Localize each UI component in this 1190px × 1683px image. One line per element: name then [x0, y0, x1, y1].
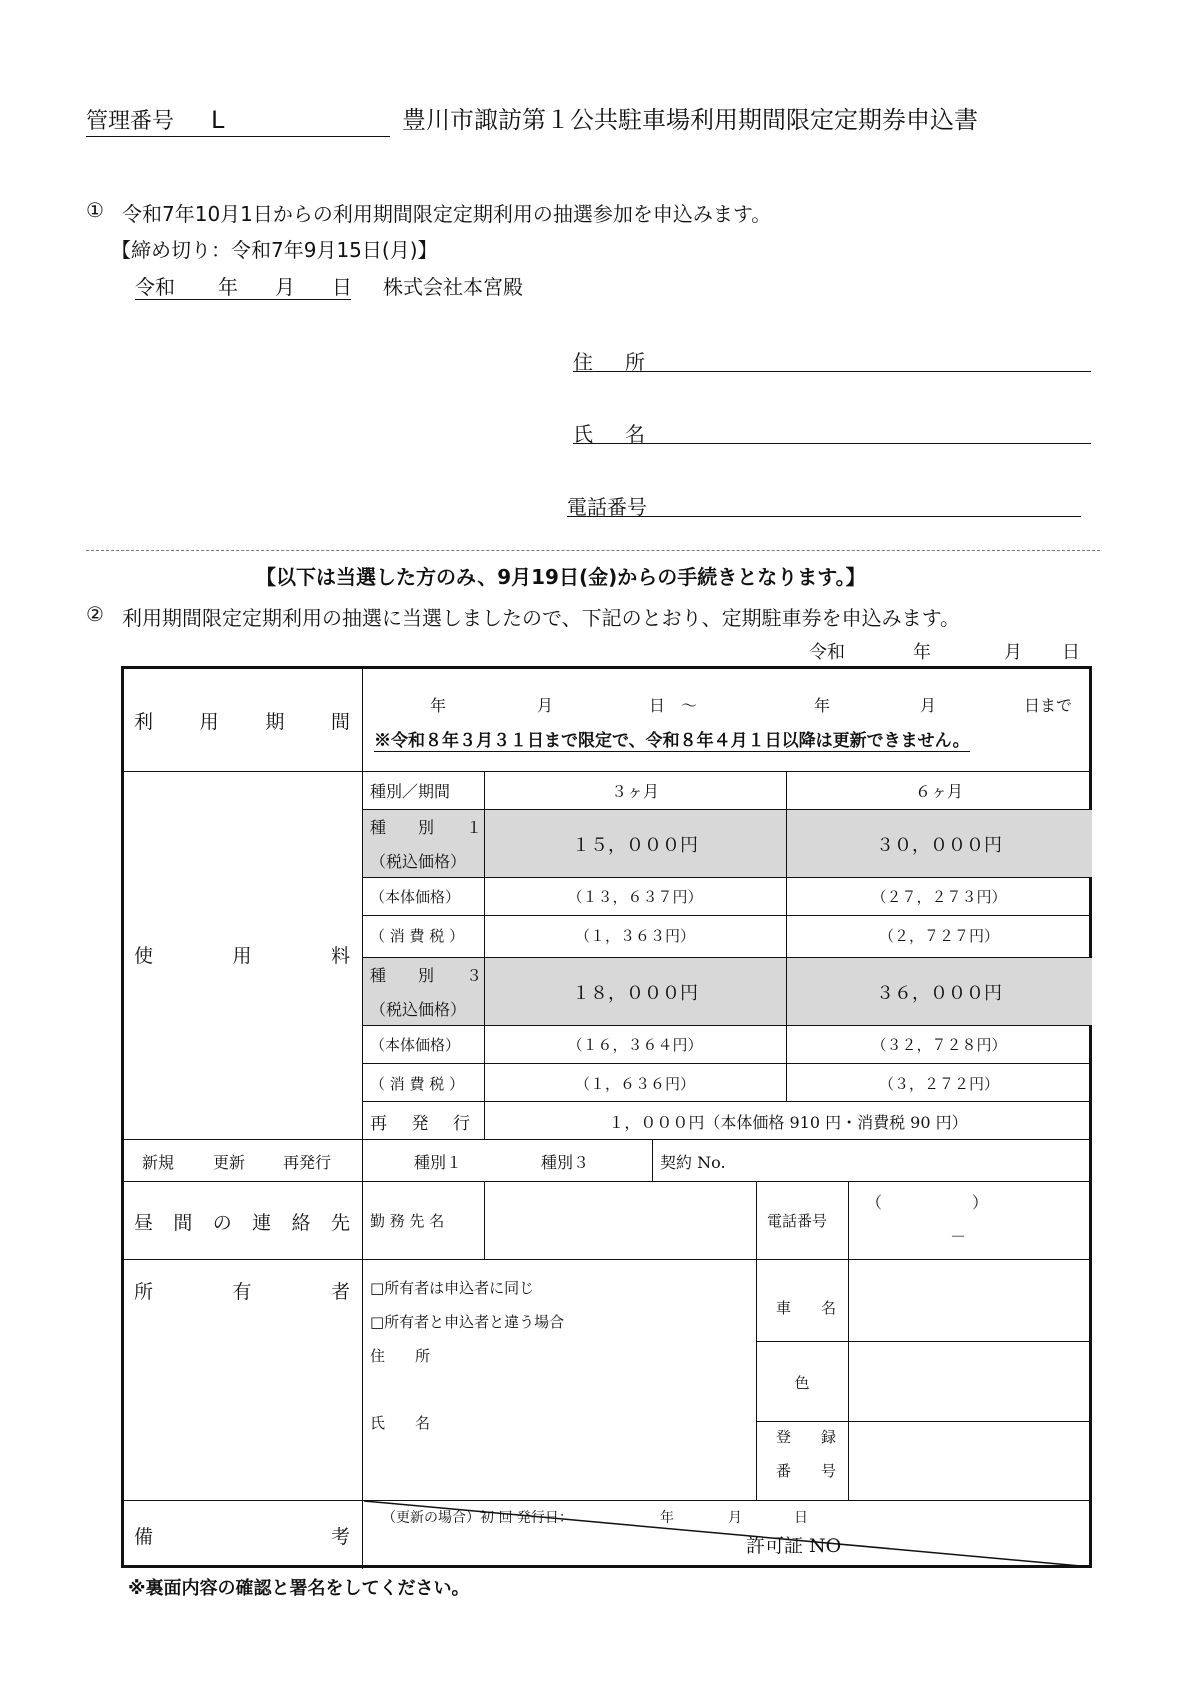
contact-phone-field[interactable]	[850, 1183, 1090, 1257]
remarks-diagonal-line	[364, 1501, 1092, 1569]
address-label: 住 所	[573, 350, 645, 374]
management-number-label: 管理番号	[86, 109, 175, 134]
car-name-field[interactable]	[850, 1261, 1090, 1339]
type1-3m-tax: （１，３６３円）	[574, 927, 696, 945]
name-line[interactable]	[573, 443, 1091, 444]
phone-line[interactable]	[567, 516, 1081, 517]
winners-notice: 【以下は当選した方のみ、9月19日(金)からの手続きとなります。】	[256, 565, 866, 589]
period-end-day[interactable]: 日まで	[1024, 696, 1073, 715]
fee-header-3months: ３ヶ月	[610, 782, 660, 801]
addressee: 株式会社本宮殿	[383, 275, 523, 299]
type1-tax-label: （ 消 費 税 ）	[370, 927, 465, 945]
deadline-text: 【締め切り：令和7年9月15日(月)】	[111, 238, 438, 262]
period-start-month[interactable]: 月	[537, 696, 554, 715]
date-month: 月	[275, 275, 295, 299]
document-title: 豊川市諏訪第１公共駐車場利用期間限定定期券申込書	[402, 106, 978, 134]
management-number-field[interactable]	[86, 104, 390, 137]
reissue-fee: １，０００円（本体価格 910 円・消費税 90 円）	[608, 1113, 968, 1132]
owner-address-label: 住 所	[370, 1347, 431, 1365]
type1-label: 種 別 １	[370, 818, 483, 837]
phone-label: 電話番号	[567, 495, 647, 519]
daytime-contact-label: 昼 間 の 連 絡 先	[134, 1212, 350, 1234]
management-number-value: L	[211, 106, 225, 134]
type1-tax-incl-label: （税込価格）	[370, 852, 467, 871]
registration-number-field[interactable]	[850, 1423, 1090, 1498]
type3-6m-price: ３６，０００円	[876, 983, 1002, 1004]
reissue-label: 再 発 行	[370, 1114, 470, 1134]
first-issue-day: 日	[794, 1510, 808, 1526]
contact-phone-paren-open: （	[866, 1193, 883, 1212]
type1-6m-base: （２７，２７３円）	[871, 888, 1007, 906]
type3-6m-tax: （３，２７２円）	[878, 1075, 1000, 1093]
option-reissue[interactable]: 再発行	[283, 1153, 332, 1172]
period-end-year[interactable]: 年	[814, 696, 831, 715]
address-line[interactable]	[573, 371, 1091, 372]
application-date[interactable]	[135, 271, 351, 300]
back-side-notice: ※裏面内容の確認と署名をしてください。	[128, 1578, 470, 1599]
period-start-day[interactable]: 日 ～	[649, 696, 698, 715]
fee-label: 使 用 料	[134, 945, 350, 967]
application-table	[121, 666, 1092, 1568]
section1-text: 令和7年10月1日からの利用期間限定定期利用の抽選参加を申込みます。	[122, 202, 772, 226]
type3-3m-price: １８，０００円	[572, 983, 698, 1004]
option-renew[interactable]: 更新	[213, 1153, 246, 1172]
first-issue-year: 年	[660, 1510, 674, 1526]
fee-header-type-period: 種別／期間	[370, 782, 451, 801]
name-label: 氏 名	[573, 422, 645, 446]
owner-label: 所 有 者	[134, 1281, 350, 1303]
type3-tax-incl-label: （税込価格）	[370, 1000, 467, 1019]
type3-label: 種 別 ３	[370, 966, 483, 985]
option-type1[interactable]: 種別１	[414, 1153, 463, 1172]
period-label: 利 用 期 間	[134, 711, 350, 733]
car-name-label: 車 名	[776, 1299, 837, 1317]
type1-6m-price: ３０，０００円	[876, 835, 1002, 856]
date-year: 年	[218, 275, 238, 299]
car-color-label: 色	[794, 1374, 810, 1392]
type1-3m-base: （１３，６３７円）	[567, 888, 703, 906]
period-end-month[interactable]: 月	[920, 696, 937, 715]
contract-number-label: 契約 No.	[660, 1153, 726, 1172]
type1-base-label: （本体価格）	[370, 888, 461, 906]
company-name-field[interactable]	[486, 1183, 754, 1257]
registration-label-2: 番 号	[776, 1462, 837, 1480]
owner-name-label: 氏 名	[370, 1414, 431, 1432]
registration-label-1: 登 録	[776, 1428, 837, 1446]
owner-same-checkbox[interactable]: □所有者は申込者に同じ	[370, 1279, 535, 1297]
section2-date: 令和 年 月 日	[809, 642, 1080, 663]
owner-different-checkbox[interactable]: □所有者と申込者と違う場合	[370, 1313, 565, 1331]
dashed-divider	[86, 550, 1100, 551]
type3-base-label: （本体価格）	[370, 1036, 461, 1054]
permit-number-label: 許可証 NO	[746, 1535, 842, 1557]
type3-3m-base: （１６，３６４円）	[567, 1036, 703, 1054]
first-issue-label: （更新の場合）初 回 発行日：	[382, 1510, 573, 1526]
option-type3[interactable]: 種別３	[541, 1153, 590, 1172]
first-issue-month: 月	[728, 1510, 742, 1526]
section2-number: ②	[86, 602, 104, 626]
section2-text: 利用期間限定定期利用の抽選に当選しましたので、下記のとおり、定期駐車券を申込みます。	[122, 606, 960, 630]
type1-6m-tax: （２，７２７円）	[878, 927, 1000, 945]
option-new[interactable]: 新規	[142, 1153, 175, 1172]
date-era: 令和	[135, 275, 175, 299]
period-start-year[interactable]: 年	[430, 696, 447, 715]
type3-3m-tax: （１，６３６円）	[574, 1075, 696, 1093]
car-color-field[interactable]	[850, 1343, 1090, 1419]
type1-3m-price: １５，０００円	[572, 835, 698, 856]
section1-number: ①	[86, 198, 104, 222]
type3-tax-label: （ 消 費 税 ）	[370, 1075, 465, 1093]
fee-header-6months: ６ヶ月	[914, 782, 964, 801]
date-day: 日	[332, 275, 352, 299]
contact-phone-paren-close: ）	[972, 1193, 989, 1212]
period-note: ※令和８年３月３１日まで限定で、令和８年４月１日以降は更新できません。	[374, 726, 970, 752]
type3-6m-base: （３２，７２８円）	[871, 1036, 1007, 1054]
remarks-label: 備 考	[134, 1526, 350, 1548]
company-name-label: 勤 務 先 名	[370, 1212, 445, 1230]
contact-phone-label: 電話番号	[767, 1212, 828, 1230]
contact-phone-dash: －	[950, 1227, 967, 1246]
